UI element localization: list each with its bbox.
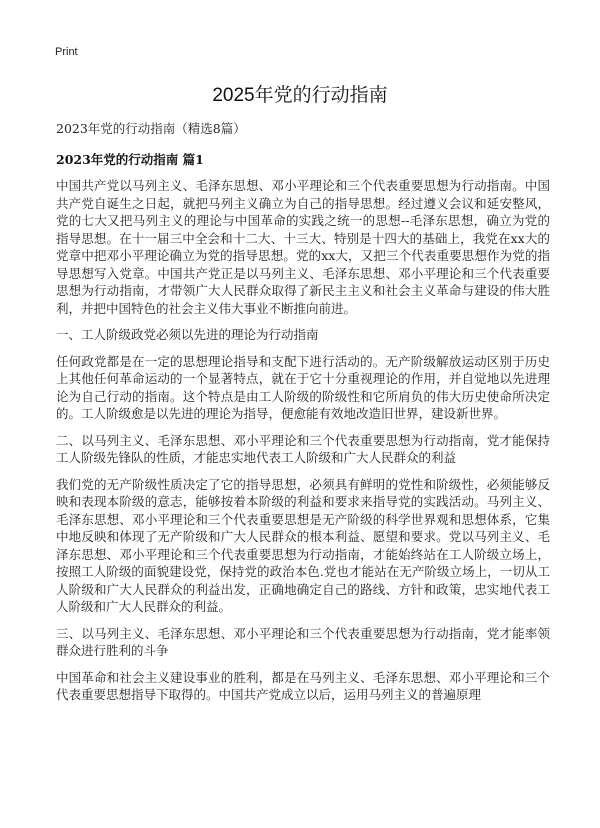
heading-one: 一、工人阶级政党必须以先进的理论为行动指南 [56, 327, 319, 342]
paragraph-two: 我们党的无产阶级性质决定了它的指导思想，必须具有鲜明的党性和阶级性，必须能够反映和表现本阶级的意志，能够按着本阶级的利益和要求来指导党的实践活动。马列主义、毛泽东思想、邓小平理论和三个代表重要思想是无产阶级的科学世界观和思想体系，它集中地反映和体现了无产阶级和广大人民群众的根本利益、愿望和要求。党以马列主义、毛泽东思想、邓小平理论和三个代表重要思想为行动指南，才能始终站在工人阶级立场上，按照工人阶级的面貌建设党，保持党的政治本色.党也才能站在无产阶级立场上，一切从工人阶级和广大人民群众的利益出发，正确地确定自己的路线、方针和政策，忠实地代表工人阶级和广大人民群众的利益。 [56, 476, 550, 614]
paragraph-three: 中国革命和社会主义建设事业的胜利，都是在马列主义、毛泽东思想、邓小平理论和三个代表重要思想指导下取得的。中国共产党成立以后，运用马列主义的普遍原理 [56, 669, 550, 702]
document-subtitle: 2023年党的行动指南（精选8篇） [56, 121, 246, 136]
paragraph-intro: 中国共产党以马列主义、毛泽东思想、邓小平理论和三个代表重要思想为行动指南。中国共产党自诞生之日起，就把马列主义确立为自己的指导思想。经过遵义会议和延安整风，党的七大又把马列主义的理论与中国革命的实践之统一的思想--毛泽东思想，确立为党的指导思想。在十一届三中全会和十二大、十三大、特别是十四大的基础上，我党在xx大的党章中把邓小平理论确立为党的指导思想。党的xx大，又把三个代表重要思想作为党的指导思想写入党章。中国共产党正是以马列主义、毛泽东思想、邓小平理论和三个代表重要思想为行动指南，才带领广大人民群众取得了新民主主义和社会主义革命与建设的伟大胜利，并把中国特色的社会主义伟大事业不断推向前进。 [56, 178, 550, 316]
section-title: 2023年党的行动指南 篇1 [56, 152, 204, 167]
paragraph-one: 任何政党都是在一定的思想理论指导和支配下进行活动的。无产阶级解放运动区别于历史上其他任何革命运动的一个显著特点，就在于它十分重视理论的作用，并自觉地以先进理论为自己行动的指南。这个特点是由工人阶级的阶级性和它所肩负的伟大历史使命所决定的。工人阶级愈是以先进的理论为指导，便愈能有效地改造旧世界，建设新世界。 [56, 353, 550, 421]
page-title: 2025年党的行动指南 [212, 85, 388, 106]
heading-three: 三、以马列主义、毛泽东思想、邓小平理论和三个代表重要思想为行动指南，党才能率领群众进行胜利的斗争 [56, 625, 550, 658]
print-link[interactable]: Print [55, 46, 78, 58]
document-body [56, 120, 550, 713]
heading-two: 二、以马列主义、毛泽东思想、邓小平理论和三个代表重要思想为行动指南，党才能保持工人阶级先锋队的性质，才能忠实地代表工人阶级和广大人民群众的利益 [56, 432, 550, 465]
